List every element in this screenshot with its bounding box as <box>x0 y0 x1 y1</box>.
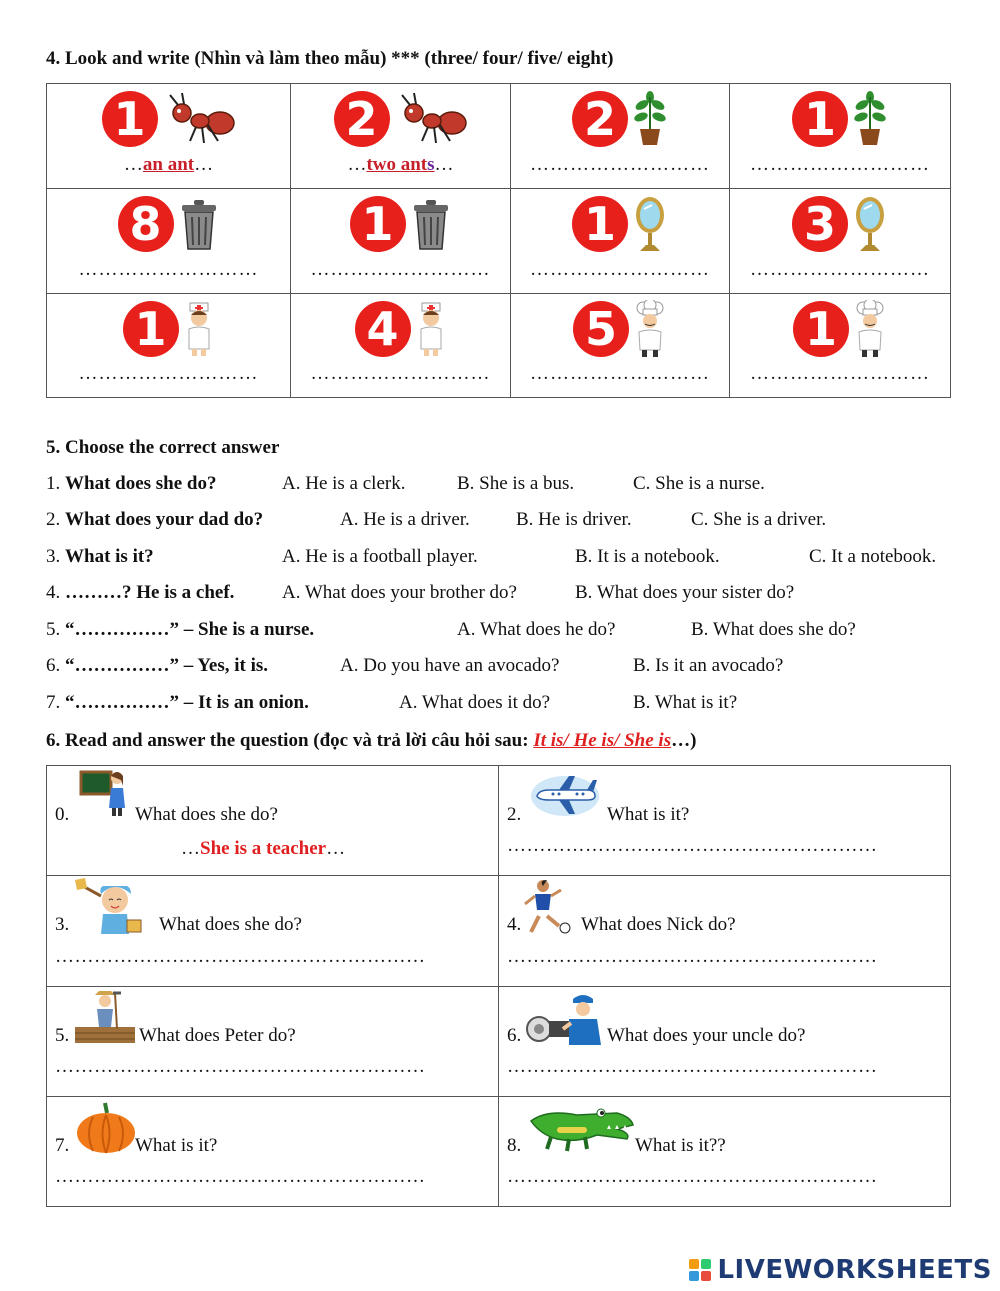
chef-icon <box>633 300 667 358</box>
question-4: 4. ………? He is a chef. <box>46 582 235 603</box>
answer-cell: 4. What does Nick do? ………………………………………………… <box>499 876 950 987</box>
number-badge: 4 <box>355 301 411 357</box>
grid-cell <box>291 189 511 294</box>
option-b[interactable]: B. Is it an avocado? <box>633 655 784 676</box>
mirror-icon <box>632 195 668 253</box>
grid-cell <box>730 189 950 294</box>
number-badge: 1 <box>572 196 628 252</box>
grid-cell <box>730 294 950 397</box>
option-b[interactable]: B. She is a bus. <box>457 473 575 494</box>
question-1: 1. What does she do? <box>46 473 217 494</box>
answer-blank[interactable]: ……………………… <box>530 259 710 280</box>
question-6: 6. “……………” – Yes, it is. <box>46 655 269 676</box>
answer-blank[interactable]: ……………………… <box>78 363 259 384</box>
worker-icon <box>525 989 611 1047</box>
option-b[interactable]: B. What is it? <box>633 692 738 713</box>
number-badge: 1 <box>123 301 179 357</box>
option-a[interactable]: A. What does he do? <box>457 619 616 640</box>
number-badge: 1 <box>792 91 848 147</box>
answer-blank[interactable]: ……………………… <box>310 259 491 280</box>
cleaner-icon <box>75 878 147 936</box>
football-player-icon <box>521 878 573 936</box>
number-badge: 1 <box>793 301 849 357</box>
grid-cell <box>47 189 291 294</box>
option-b[interactable]: B. It is a notebook. <box>575 546 720 567</box>
option-c[interactable]: C. She is a nurse. <box>633 473 765 494</box>
grid-cell <box>730 84 950 189</box>
option-c[interactable]: C. She is a driver. <box>691 509 827 530</box>
grid-cell <box>511 189 730 294</box>
answer-cell: 8. What is it?? ………………………………………………… <box>499 1097 950 1206</box>
farmer-icon <box>75 989 135 1045</box>
pumpkin-icon <box>75 1099 137 1155</box>
example-answer: …She is a teacher… <box>181 838 346 859</box>
question-7: 7. “……………” – It is an onion. <box>46 692 309 713</box>
option-a[interactable]: A. What does it do? <box>399 692 551 713</box>
answer-blank[interactable]: ………………………………………………… <box>55 1056 426 1077</box>
answer-blank[interactable]: ……………………… <box>750 259 930 280</box>
option-a[interactable]: A. He is a football player. <box>282 546 478 567</box>
option-c[interactable]: C. It a notebook. <box>809 546 937 567</box>
ant-icon <box>394 91 468 147</box>
answer-blank[interactable]: ……………………… <box>750 363 930 384</box>
liveworksheets-logo: LIVEWORKSHEETS <box>689 1255 992 1285</box>
option-a[interactable]: A. He is a driver. <box>340 509 470 530</box>
plant-icon <box>852 91 888 147</box>
look-and-write-grid <box>46 83 951 398</box>
example-answer: …an ant… <box>123 154 214 175</box>
answer-blank[interactable]: ………………………………………………… <box>507 1056 878 1077</box>
grid-cell <box>511 84 730 189</box>
answer-blank[interactable]: ………………………………………………… <box>507 1166 878 1187</box>
answer-cell: 6. What does your uncle do? ………………………………………………… <box>499 987 950 1097</box>
section4-title: 4. Look and write (Nhìn và làm theo mẫu) *** (three/ four/ five/ eight) <box>46 48 614 69</box>
chef-icon <box>853 300 887 358</box>
ant-icon <box>162 91 236 147</box>
answer-blank[interactable]: ……………………… <box>78 259 259 280</box>
airplane-icon <box>529 768 601 820</box>
question-2: 2. What does your dad do? <box>46 509 264 530</box>
read-and-answer-table <box>46 765 951 1207</box>
grid-cell <box>47 84 291 189</box>
trash-can-icon <box>410 197 452 251</box>
answer-cell: 3. What does she do? ………………………………………………… <box>47 876 499 987</box>
option-a[interactable]: A. He is a clerk. <box>282 473 406 494</box>
answer-blank[interactable]: ……………………… <box>310 363 491 384</box>
option-a[interactable]: A. What does your brother do? <box>282 582 517 603</box>
section5-title: 5. Choose the correct answer <box>46 437 280 458</box>
nurse-icon <box>183 301 215 357</box>
answer-cell: 5. What does Peter do? ………………………………………………… <box>47 987 499 1097</box>
example-answer: …two ants… <box>347 154 454 175</box>
crocodile-icon <box>527 1099 635 1155</box>
answer-cell: 2. What is it? ………………………………………………… <box>499 766 950 876</box>
nurse-icon <box>415 301 447 357</box>
option-a[interactable]: A. Do you have an avocado? <box>340 655 560 676</box>
number-badge: 2 <box>572 91 628 147</box>
number-badge: 3 <box>792 196 848 252</box>
plant-icon <box>632 91 668 147</box>
logo-blocks-icon <box>689 1259 711 1281</box>
answer-blank[interactable]: ……………………… <box>750 154 930 175</box>
mirror-icon <box>852 195 888 253</box>
answer-cell: 0. What does she do? …She is a teacher… <box>47 766 499 876</box>
option-b[interactable]: B. He is driver. <box>516 509 632 530</box>
number-badge: 8 <box>118 196 174 252</box>
grid-cell <box>291 294 511 397</box>
number-badge: 1 <box>350 196 406 252</box>
grid-cell <box>291 84 511 189</box>
number-badge: 2 <box>334 91 390 147</box>
grid-cell <box>47 294 291 397</box>
answer-cell: 7. What is it? ………………………………………………… <box>47 1097 499 1206</box>
number-badge: 5 <box>573 301 629 357</box>
question-5: 5. “……………” – She is a nurse. <box>46 619 315 640</box>
teacher-icon <box>79 768 129 818</box>
trash-can-icon <box>178 197 220 251</box>
number-badge: 1 <box>102 91 158 147</box>
option-b[interactable]: B. What does your sister do? <box>575 582 795 603</box>
question-3: 3. What is it? <box>46 546 154 567</box>
answer-blank[interactable]: ……………………… <box>530 363 710 384</box>
answer-blank[interactable]: ………………………………………………… <box>507 835 878 856</box>
answer-blank[interactable]: ……………………… <box>530 154 710 175</box>
grid-cell <box>511 294 730 397</box>
option-b[interactable]: B. What does she do? <box>691 619 856 640</box>
answer-blank[interactable]: ………………………………………………… <box>507 946 878 967</box>
answer-blank[interactable]: ………………………………………………… <box>55 946 426 967</box>
answer-blank[interactable]: ………………………………………………… <box>55 1166 426 1187</box>
section6-title: 6. Read and answer the question (đọc và trả lời câu hỏi sau: It is/ He is/ She is…) <box>46 730 697 751</box>
